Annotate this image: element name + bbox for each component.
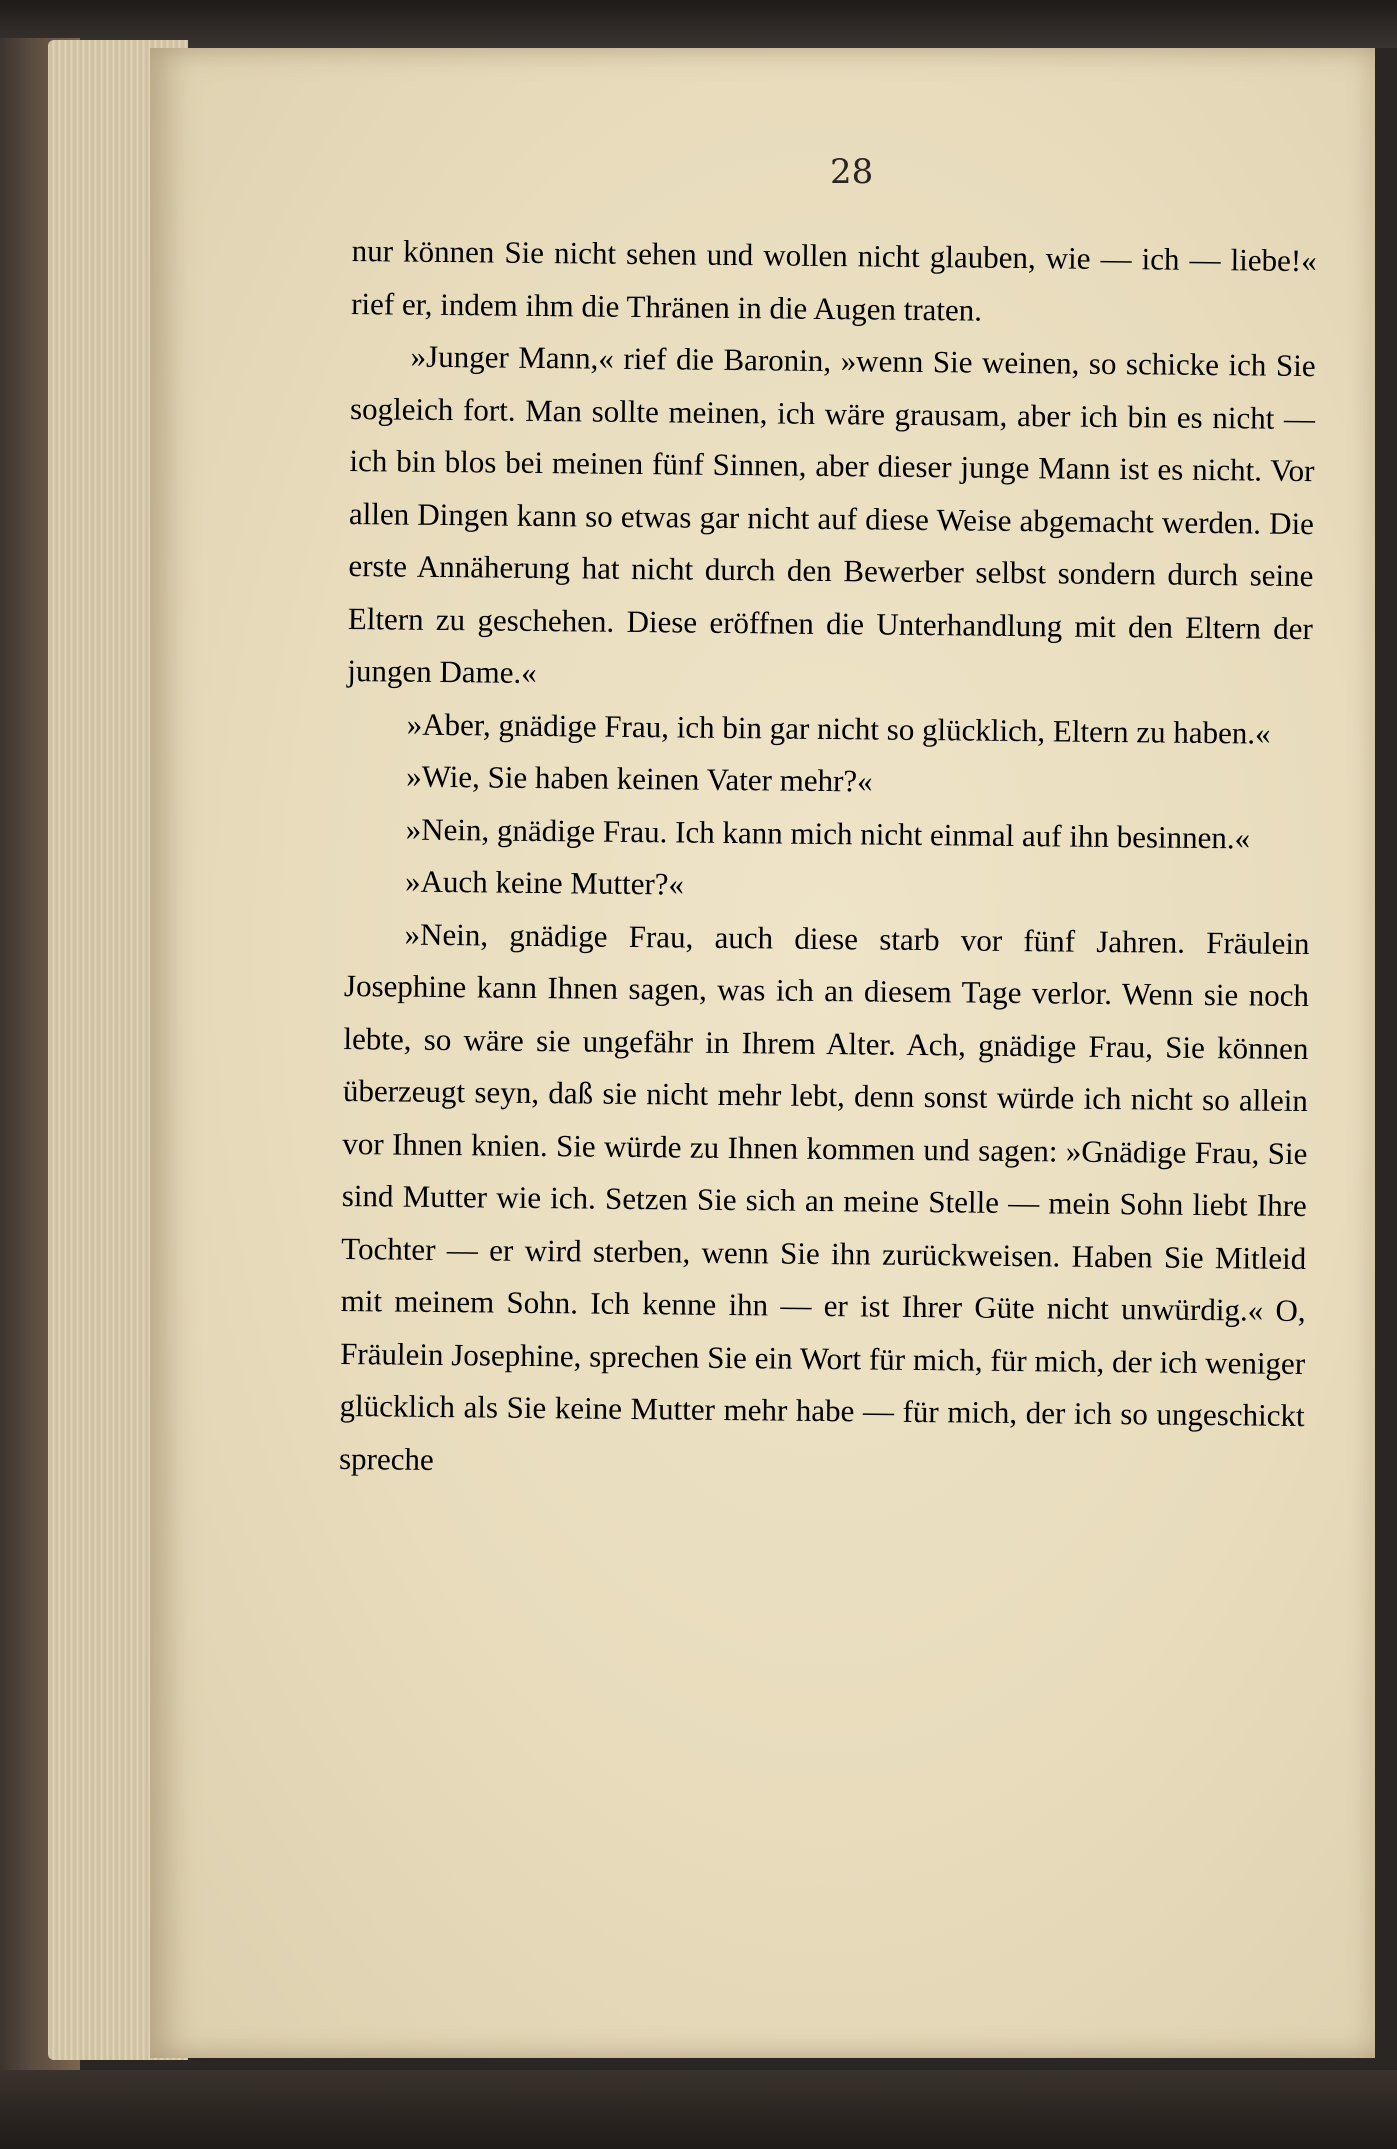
paragraph: »Auch keine Mutter?«	[404, 863, 685, 902]
paragraph: »Junger Mann,« rief die Baronin, »wenn Sie weinen, so schicke ich Sie sogleich fort. Man sollte meinen, ich wäre grausam, aber ich bin es nicht — ich bin blos bei meinen fünf Sinnen, aber dieser junge Mann ist es nicht. Vor allen Dingen kann so etwas gar nicht auf diese Weise abgemacht werden. Die erste Annäherung hat nicht durch den Bewerber selbst sondern durch seine Eltern zu geschehen. Diese eröffnen die Unterhandlung mit den Eltern der jungen Dame.«	[347, 338, 1316, 690]
book-cover-bottom	[0, 2070, 1397, 2149]
page-body-text	[339, 225, 1317, 1495]
page-number: 28	[830, 152, 874, 192]
paragraph: »Wie, Sie haben keinen Vater mehr?«	[406, 758, 873, 799]
paragraph: »Nein, gnädige Frau, auch diese starb vor fünf Jahren. Fräulein Josephine kann Ihnen sagen, was ich an diesem Tage verlor. Wenn sie noch lebte, so wäre sie ungefähr in Ihrem Alter. Ach, gnädige Frau, Sie können überzeugt seyn, daß sie nicht mehr lebt, denn sonst würde ich nicht so allein vor Ihnen knien. Sie würde zu Ihnen kommen und sagen: »Gnädige Frau, Sie sind Mutter wie ich. Setzen Sie sich an meine Stelle — mein Sohn liebt Ihre Tochter — er wird sterben, wenn Sie ihn zurückweisen. Haben Sie Mitleid mit meinem Sohn. Ich kenne ihn — er ist Ihrer Güte nicht unwürdig.« O, Fräulein Josephine, sprechen Sie ein Wort für mich, für mich, der ich weniger glücklich als Sie keine Mutter mehr habe — für mich, der ich so ungeschickt spreche	[338, 916, 1310, 1477]
book-cover-top	[0, 0, 1397, 48]
paragraph: »Nein, gnädige Frau. Ich kann mich nicht einmal auf ihn besinnen.«	[405, 811, 1251, 855]
paragraph: nur können Sie nicht sehen und wollen nicht glauben, wie — ich — liebe!« rief er, indem ihm die Thränen in die Augen traten.	[350, 232, 1317, 328]
paragraph: »Aber, gnädige Frau, ich bin gar nicht so glücklich, Eltern zu haben.«	[406, 706, 1271, 751]
